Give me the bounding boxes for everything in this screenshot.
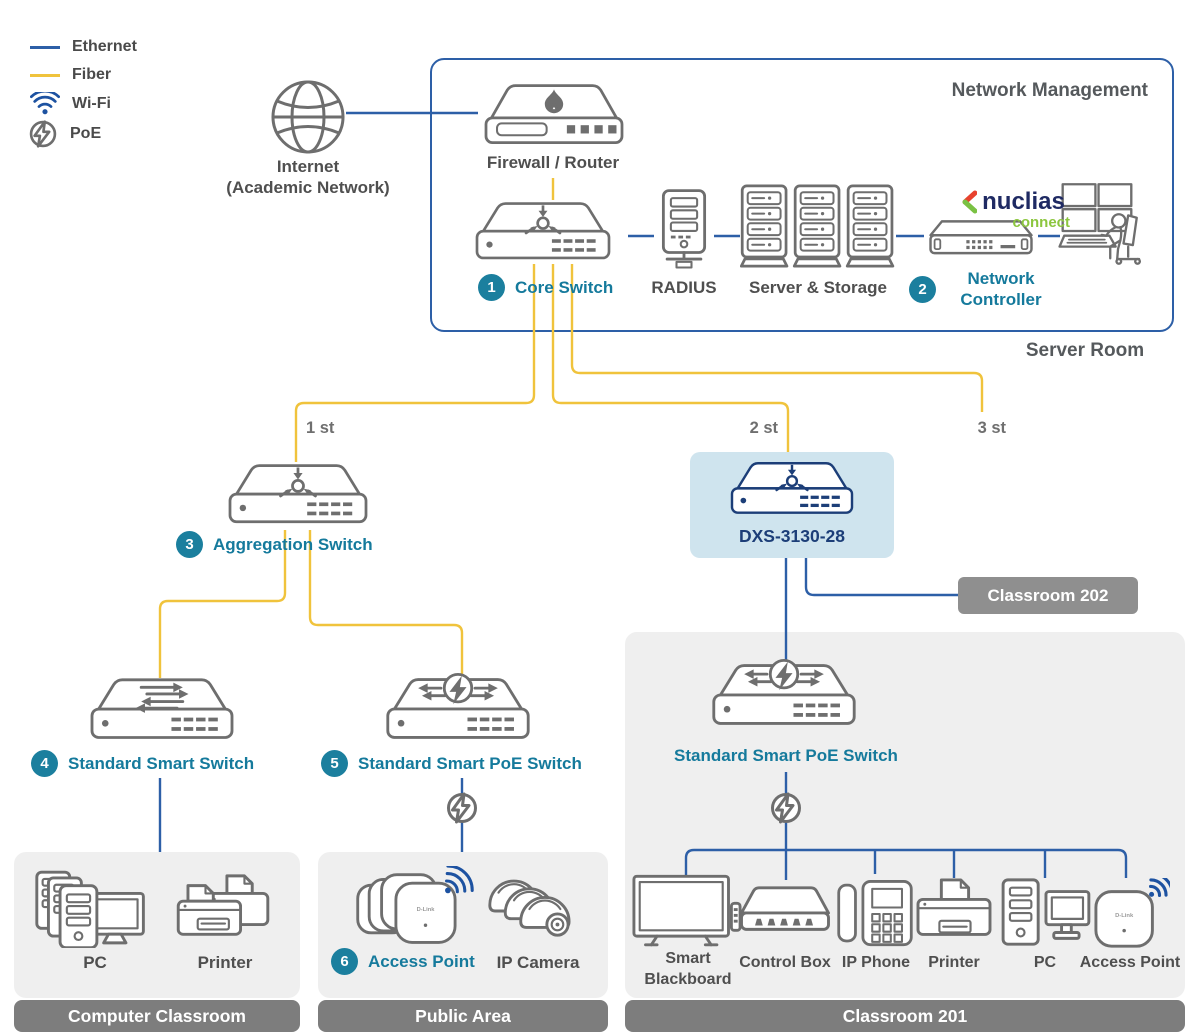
keyboard-icon (1060, 236, 1116, 247)
switch5-label: Standard Smart PoE Switch (358, 754, 582, 773)
number-badge-6: 6 (331, 948, 358, 975)
firewall-router-device (478, 82, 630, 150)
printer-label: Printer (197, 953, 253, 972)
link-label-2st: 2 st (749, 419, 778, 437)
link-label-1st: 1 st (306, 419, 335, 437)
poe-icon (28, 119, 58, 149)
network-controller-label: Network Controller (960, 269, 1042, 309)
standard-smart-switch-device (82, 676, 242, 746)
control-box-icon (733, 882, 837, 940)
public-area-footer: Public Area (318, 1000, 608, 1032)
ap-brand-text: D-Link (1115, 912, 1134, 919)
network-controller-label-row (909, 268, 1056, 310)
access-point-label: Access Point (1079, 954, 1181, 971)
legend-label: Ethernet (72, 38, 137, 55)
nuclias-chevron-icon (961, 190, 977, 214)
radius-label: RADIUS (651, 278, 717, 297)
aggregation-label-row (176, 531, 373, 558)
number-badge-5: 5 (321, 750, 348, 777)
classroom-201-footer: Classroom 201 (625, 1000, 1185, 1032)
ip-phone-label: IP Phone (841, 954, 911, 971)
nuclias-connect-logo (938, 188, 1088, 231)
smart-blackboard-label: Smart Blackboard (644, 950, 732, 988)
ethernet-line-swatch (30, 46, 60, 49)
pc-label: PC (83, 953, 107, 972)
ip-camera-label: IP Camera (496, 953, 580, 972)
poe-icon (769, 791, 803, 825)
legend-item-wifi (30, 92, 111, 116)
poe-icon (445, 791, 479, 825)
access-point-icon (1090, 878, 1170, 952)
server-room-label: Server Room (1025, 340, 1145, 361)
pc-group-icon (31, 868, 155, 948)
ap-brand-text: D-Link (416, 906, 435, 913)
nuclias-brand: nuclias (982, 188, 1065, 215)
legend-label: Wi-Fi (72, 95, 111, 112)
internet-globe-icon (268, 77, 348, 157)
link-label-3st: 3 st (977, 419, 1006, 437)
server-storage-label: Server & Storage (749, 278, 887, 297)
access-point-label-row (331, 948, 475, 975)
core-switch-label: Core Switch (515, 278, 614, 297)
access-point-label: Access Point (368, 952, 475, 971)
pc-icon (997, 876, 1093, 952)
aggregation-switch-device (220, 462, 376, 530)
dxs-3130-28-device (724, 460, 860, 520)
pc-label: PC (1033, 954, 1057, 971)
wifi-icon (30, 92, 60, 116)
core-switch-label-row (478, 274, 613, 301)
switch5-label-row (321, 750, 582, 777)
firewall-label: Firewall / Router (486, 153, 620, 172)
link-dxs-callout (806, 558, 958, 595)
ip-phone-icon (833, 874, 917, 954)
legend-item-fiber (30, 66, 111, 84)
printer-group-icon (172, 872, 276, 946)
switch4-label: Standard Smart Switch (68, 754, 255, 773)
classroom201-switch-label: Standard Smart PoE Switch (674, 746, 898, 765)
switch4-label-row (31, 750, 254, 777)
nuclias-sub: connect (1012, 214, 1070, 231)
number-badge-3: 3 (176, 531, 203, 558)
classroom-202-callout: Classroom 202 (958, 577, 1138, 614)
internet-label: Internet (Academic Network) (226, 157, 390, 197)
control-box-label: Control Box (739, 954, 831, 971)
standard-smart-poe-switch-device (378, 672, 538, 746)
computer-classroom-footer: Computer Classroom (14, 1000, 300, 1032)
number-badge-2: 2 (909, 276, 936, 303)
person-icon (1112, 214, 1125, 227)
printer-label: Printer (928, 954, 980, 971)
access-point-group-icon (352, 866, 478, 952)
classroom201-poe-switch-device (704, 658, 864, 732)
legend-label: Fiber (72, 66, 112, 83)
legend-label: PoE (70, 125, 102, 142)
smart-blackboard-icon (632, 874, 742, 950)
radius-server-device (654, 188, 714, 272)
network-management-title: Network Management (951, 80, 1148, 101)
printer-icon (910, 878, 998, 950)
legend-item-ethernet (30, 38, 137, 56)
core-switch-device (458, 200, 628, 266)
dxs-model-label: DXS-3130-28 (738, 526, 846, 546)
legend-item-poe (28, 119, 101, 149)
number-badge-4: 4 (31, 750, 58, 777)
server-storage-device (740, 184, 896, 268)
fiber-line-swatch (30, 74, 60, 77)
aggregation-label: Aggregation Switch (213, 535, 373, 554)
ip-camera-group-icon (484, 872, 600, 950)
number-badge-1: 1 (478, 274, 505, 301)
